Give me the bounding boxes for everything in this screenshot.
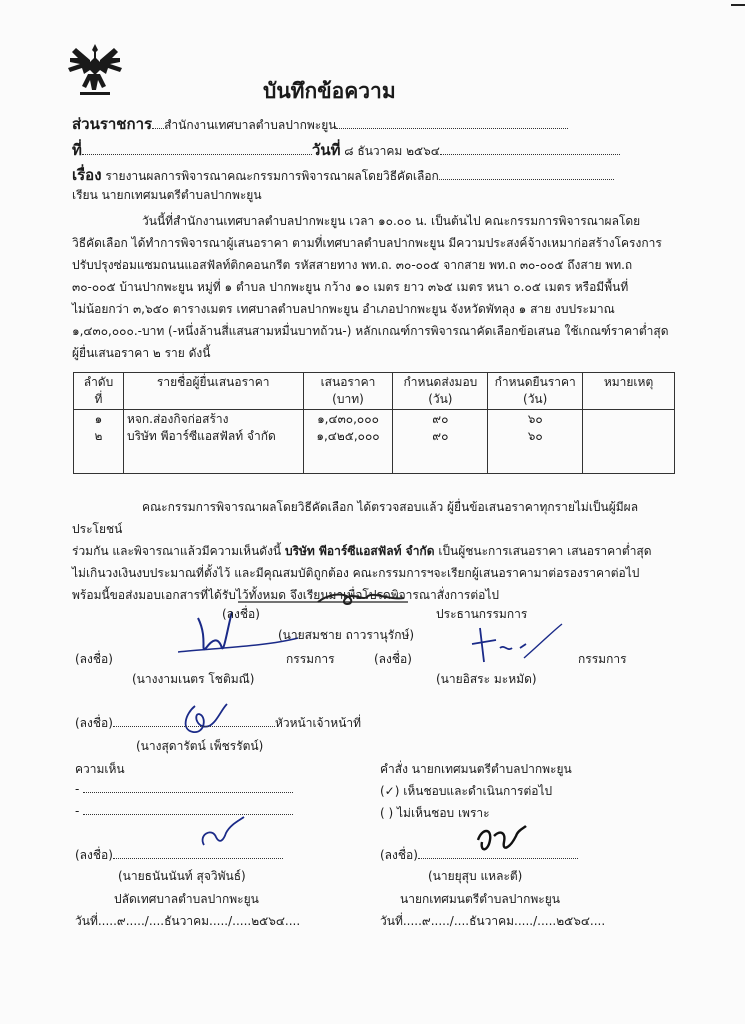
subject-line bbox=[72, 163, 614, 187]
clerk-sign-line: (ลงชื่อ) bbox=[75, 846, 283, 865]
garuda-emblem-icon bbox=[62, 40, 128, 98]
mayor-name: (นายยุสุบ แหละตี) bbox=[428, 869, 523, 883]
body-line: ๓๐-๐๐๕ บ้านปากพะยูน หมู่ที่ ๑ ตำบล ปากพะยูน กว้าง ๑๐ เมตร ยาว ๓๖๕ เมตร หนา ๐.๐๕ เมตร หรือมีพื้นที่ bbox=[72, 280, 629, 294]
table-row bbox=[74, 410, 675, 474]
agency-value: สำนักงานเทศบาลตำบลปากพะยูน bbox=[164, 118, 337, 132]
member1-role: กรรมการ bbox=[286, 652, 335, 666]
col-header-delivery: กำหนดส่งมอบ (วัน) bbox=[393, 373, 488, 410]
cell-price: ๑,๔๓๐,๐๐๐ ๑,๔๒๕,๐๐๐ bbox=[303, 410, 393, 474]
cell-bidder: หจก.ส่องกิจก่อสร้าง บริษัท พีอาร์ซีแอสฟัลท์ จำกัด bbox=[123, 410, 303, 474]
officer-sign-label: (ลงชื่อ) bbox=[75, 716, 113, 730]
reject-checkbox: ( ) bbox=[380, 806, 394, 820]
member2-role: กรรมการ bbox=[578, 652, 627, 666]
body-line: ๑,๔๓๐,๐๐๐.-บาท (-หนึ่งล้านสี่แสนสามหมื่นบาทถ้วน-) หลักเกณฑ์การพิจารณาคัดเลือกข้อเสนอ ใช้เกณฑ์ราคาต่ำสุด bbox=[72, 324, 669, 338]
chair-role: ประธานกรรมการ bbox=[436, 607, 528, 621]
approve-text: เห็นชอบและดำเนินการต่อไป bbox=[403, 784, 553, 798]
opinion-label: ความเห็น bbox=[75, 762, 125, 776]
cell-remark bbox=[583, 410, 675, 474]
winner-name: บริษัท พีอาร์ซีแอสฟัลท์ จำกัด bbox=[284, 544, 435, 558]
cell-delivery: ๙๐ ๙๐ bbox=[393, 410, 488, 474]
member2-name: (นายอิสระ มะหมัด) bbox=[436, 672, 537, 686]
page-title: บันทึกข้อความ bbox=[263, 79, 396, 103]
mayor-title: นายกเทศมนตรีตำบลปากพะยูน bbox=[400, 892, 560, 906]
member1-name: (นางงามเนตร โชติมณี) bbox=[132, 672, 255, 686]
cell-validity: ๖๐ ๖๐ bbox=[488, 410, 583, 474]
col-header-remark: หมายเหตุ bbox=[583, 373, 675, 410]
ref-label: ที่ bbox=[72, 141, 82, 159]
body-line: ปรับปรุงซ่อมแซมถนนแอสฟัลท์ติกคอนกรีต รหัสสายทาง พท.ถ. ๓๐-๐๐๕ จากสาย พท.ถ ๓๐-๐๐๕ ถึงสาย พท.ถ bbox=[72, 258, 633, 272]
order-label: คำสั่ง นายกเทศมนตรีตำบลปากพะยูน bbox=[380, 762, 572, 776]
body-line: ไม่น้อยกว่า ๓,๖๕๐ ตารางเมตร เทศบาลตำบลปากพะยูน อำเภอปากพะยูน จังหวัดพัทลุง ๑ สาย งบประมาณ bbox=[72, 302, 615, 316]
opinion-line-1: - bbox=[75, 782, 293, 796]
cell-order: ๑ ๒ bbox=[74, 410, 124, 474]
officer-role: หัวหน้าเจ้าหน้าที่ bbox=[274, 716, 362, 730]
handwritten-signature-2 bbox=[470, 618, 570, 668]
mayor-date: วันที่.....๙...../....ธันวาคม...../.....๒๕๖๔.... bbox=[380, 914, 606, 928]
body-line: วันนี้ที่สำนักงานเทศบาลตำบลปากพะยูน เวลา ๑๐.๐๐ น. เป็นต้นไป คณะกรรมการพิจารณาผลโดย bbox=[142, 214, 641, 228]
col-header-validity: กำหนดยืนราคา (วัน) bbox=[488, 373, 583, 410]
col-header-bidder: รายชื่อผู้ยื่นเสนอราคา bbox=[123, 373, 303, 410]
officer-line bbox=[75, 714, 361, 733]
mayor-sign-line: (ลงชื่อ) bbox=[380, 846, 578, 865]
col-header-order: ลำดับ ที่ bbox=[74, 373, 124, 410]
agency-label: ส่วนราชการ bbox=[72, 115, 153, 133]
reject-option bbox=[380, 804, 490, 823]
member2-sign-label: (ลงชื่อ) bbox=[374, 652, 412, 666]
approve-checkbox: (✓) bbox=[380, 784, 400, 798]
body-paragraph bbox=[72, 210, 677, 364]
conclusion-line: พร้อมนี้ขอส่งมอบเอกสารที่ได้รับไว้ทั้งหมด จึงเรียนมาเพื่อโปรดพิจารณาสั่งการต่อไป bbox=[72, 588, 499, 602]
subject-label: เรื่อง bbox=[72, 166, 102, 184]
bids-table bbox=[73, 372, 675, 474]
clerk-name: (นายธนันนันท์ สุจวิพันธ์) bbox=[118, 869, 246, 883]
subject-value: รายงานผลการพิจารณาคณะกรรมการพิจารณาผลโดยวิธีคัดเลือก bbox=[105, 169, 439, 183]
agency-line bbox=[72, 112, 568, 136]
col-header-price: เสนอราคา (บาท) bbox=[303, 373, 393, 410]
table-header-row bbox=[74, 373, 675, 410]
corner-mark bbox=[731, 4, 745, 6]
conclusion-line: ไม่เกินวงเงินงบประมาณที่ตั้งไว้ และมีคุณสมบัติถูกต้อง คณะกรรมการฯจะเรียกผู้เสนอราคามาต่อรองราคาต่อไป bbox=[72, 566, 640, 580]
clerk-date: วันที่.....๙...../....ธันวาคม...../.....๒๕๖๔.... bbox=[75, 914, 301, 928]
conclusion-line: ร่วมกัน และพิจารณาแล้วมีความเห็นดังนี้ บริษัท พีอาร์ซีแอสฟัลท์ จำกัด เป็นผู้ชนะการเสนอราคา เสนอราคาต่ำสุด bbox=[72, 544, 652, 558]
to-line: เรียน นายกเทศมนตรีตำบลปากพะยูน bbox=[72, 188, 262, 202]
body-line: ผู้ยื่นเสนอราคา ๒ ราย ดังนี้ bbox=[72, 346, 211, 360]
date-value: ๘ ธันวาคม ๒๕๖๔ bbox=[344, 144, 440, 158]
clerk-title: ปลัดเทศบาลตำบลปากพะยูน bbox=[114, 892, 259, 906]
reject-text: ไม่เห็นชอบ เพราะ bbox=[397, 806, 490, 820]
date-label: วันที่ bbox=[311, 141, 341, 159]
chair-sign-label: (ลงชื่อ) bbox=[222, 607, 260, 621]
body-line: วิธีคัดเลือก ได้ทำการพิจารณาผู้เสนอราคา ตามที่เทศบาลตำบลปากพะยูน มีความประสงค์จ้างเหมาก่อสร้างโครงการ bbox=[72, 236, 662, 250]
member1-sign-label: (ลงชื่อ) bbox=[75, 652, 113, 666]
chair-name: (นายสมชาย ถาวรานุรักษ์) bbox=[278, 628, 415, 642]
ref-date-line bbox=[72, 138, 620, 162]
opinion-line-2: - bbox=[75, 804, 293, 818]
approve-option bbox=[380, 782, 552, 801]
officer-name: (นางสุดารัตน์ เพ็ชรรัตน์) bbox=[136, 739, 264, 753]
conclusion-line: คณะกรรมการพิจารณาผลโดยวิธีคัดเลือก ได้ตรวจสอบแล้ว ผู้ยื่นข้อเสนอราคาทุกรายไม่เป็นผู้มีผลประโยชน์ bbox=[72, 500, 639, 536]
